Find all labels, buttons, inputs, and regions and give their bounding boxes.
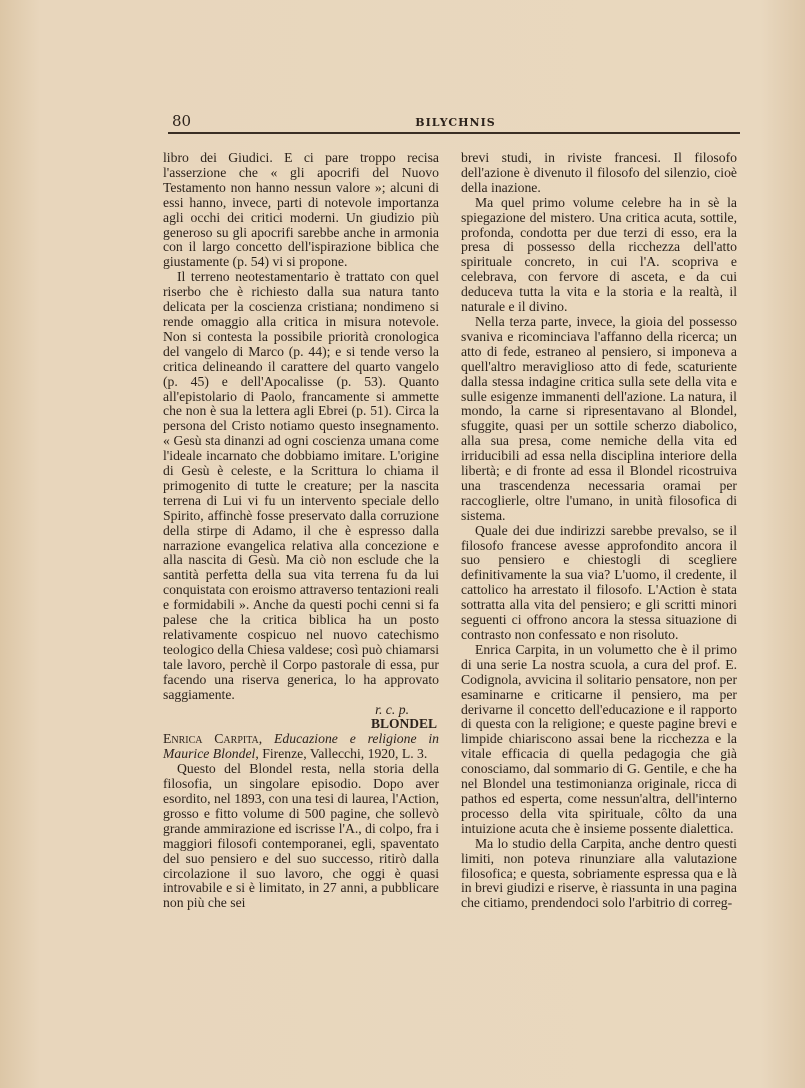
bibliographic-entry: Enrica Carpita, Educazione e religione in Maurice Blondel, Firenze, Vallecchi, 1920, L. 3. [163,731,439,762]
paragraph: Ma lo studio della Carpita, anche dentro questi limiti, non poteva rinunziare alla valutazione filosofica; e questa, sobriamente espressa qua e là in brevi giudizi e riserve, è riassunta in una pagina che citiamo, prendendoci solo l'arbitrio di correg- [461,835,737,911]
signature: r. c. p. [375,701,409,717]
right-column [461,151,737,911]
paragraph: Enrica Carpita, in un volumetto che è il primo di una serie La nostra scuola, a cura del prof. E. Codignola, avvicina il solitario pensatore, non per esaminarne e criticarne il pensiero, ma per derivarne il concetto dell'educazione e il rapporto di questa con la religione; e queste pagine brevi e limpide chiariscono assai bene la ricchezza e la vitale efficacia di quella pedagogia che già conosciamo, dal sommario di G. Gentile, e che ha nel Blondel una testimonianza originale, ricca di pathos ed esperta, come nessun'altra, dell'interno processo della vita spirituale, côlto da una intuizione acuta che è insieme possente dialettica. [461,641,737,836]
left-column [163,151,439,911]
paragraph: Questo del Blondel resta, nella storia della filosofia, un singolare episodio. Dopo aver esordito, nel 1893, con una tesi di laurea, l'Action, grosso e fitto volume di 500 pagine, che sollevò grande ammirazione ed iscrisse l'A., di colpo, fra i maggiori filosofi contemporanei, egli, spaventato del suo pensiero e del suo successo, ritirò dalla circolazione il suo lavoro, che oggi è quasi introvabile e si è limitato, in 27 anni, a pubblicare non più che sei [163,761,439,911]
section-heading: BLONDEL [370,716,437,732]
running-head: BILYCHNIS [415,116,496,129]
page-header [172,110,739,132]
paragraph: Nella terza parte, invece, la gioia del possesso svaniva e ricominciava l'affanno della ricerca; un atto di fede, estraneo al pensiero, si imponeva a quell'altro meraviglioso atto di fede, scaturiente dalla stessa indagine critica sulla sete della vita e sulle esigenze immanenti dell'azione. La natura, il mondo, la carne si ripresentavano al Blondel, sfuggite, quasi per un sottile scherzo diabolico, alla sua presa, come nemiche della vita ed irriducibili ad essa nella disciplina interiore della libertà; e di fronte ad essa il Blondel ricostruiva una trascendenza necessaria oramai per raccoglierle, oltre l'umano, in unità filosofica di sistema. [461,313,737,523]
paragraph: brevi studi, in riviste francesi. Il filosofo dell'azione è divenuto il filosofo del silenzio, cioè della inazione. [461,150,737,195]
paragraph: libro dei Giudici. E ci pare troppo recisa l'asserzione che « gli apocrifi del Nuovo Testamento non hanno nessun valore »; alcuni di essi hanno, invece, parti di notevole importanza agli occhi dei critici moderni. Un giudizio più generoso su gli apocrifi sarebbe anche in armonia con il largo concetto dell'ispirazione biblica che giustamente (p. 54) vi si propone. [163,150,439,270]
paragraph: Quale dei due indirizzi sarebbe prevalso, se il filosofo francese avesse approfondito ancora il suo pensiero e chiestogli di scegliere definitivamente la sua via? L'uomo, il credente, il cattolico ha arrestato il filosofo. L'Action è stata sottratta alla vita del pensiero; e gli scritti minori seguenti ci offrono ancora la stessa situazione di contrasto non confessato e non risoluto. [461,522,737,642]
paragraph: Ma quel primo volume celebre ha in sè la spiegazione del mistero. Una critica acuta, sottile, profonda, condotta per due terzi di esso, era la presa di possesso della ricchezza dell'atto spirituale concreto, in cui l'A. scopriva e celebrava, con fervore di asceta, e da cui deduceva tutta la vita e la storia e la realtà, il naturale e il divino. [461,194,737,315]
biblio-author: Enrica Carpita [163,731,259,747]
header-rule [168,132,740,134]
page-number: 80 [172,112,192,130]
biblio-title: Educazione e religione in Maurice Blondel [163,731,439,762]
biblio-publication: , Firenze, Vallecchi, 1920, L. 3. [255,746,428,762]
paragraph: Il terreno neotestamentario è trattato con quel riserbo che è richiesto dalla sua natura tanto delicata per la coscienza cristiana; nondimeno si rende omaggio alla critica in misura notevole. Non si contesta la possibile priorità cronologica del vangelo di Marco (p. 44); e si tende verso la critica delineando il carattere del quarto vangelo (p. 45) e dell'Apocalisse (p. 53). Quanto all'epistolario di Paolo, francamente si ammette che non è sua la lettera agli Ebrei (p. 51). Circa la persona del Cristo notiamo questo insegnamento. « Gesù sta dinanzi ad ogni coscienza umana come l'ideale incarnato che dobbiamo imitare. L'origine di Gesù è celeste, e la Scrittura lo chiama il primogenito di tutte le creature; per la nascita terrena di Lui vi fu un intervento speciale dello Spirito, affinchè fosse preservato dalla corruzione della stirpe di Adamo, il che è espresso dalla narrazione evangelica relativa alla concezione e alla nascita di Gesù. Ma ciò non esclude che la santità perfetta della sua vita terrena fu da lui conquistata con eroismo attraverso tentazioni reali e formidabili ». Anche da questi pochi cenni si fa palese che la critica biblica ha un posto relativamente cospicuo nel nuovo catechismo teologico della Chiesa valdese; così può chiamarsi tale lavoro, perchè il Corpo pastorale di essa, pur facendo una riserva generica, lo ha approvato saggiamente. [163,269,439,702]
